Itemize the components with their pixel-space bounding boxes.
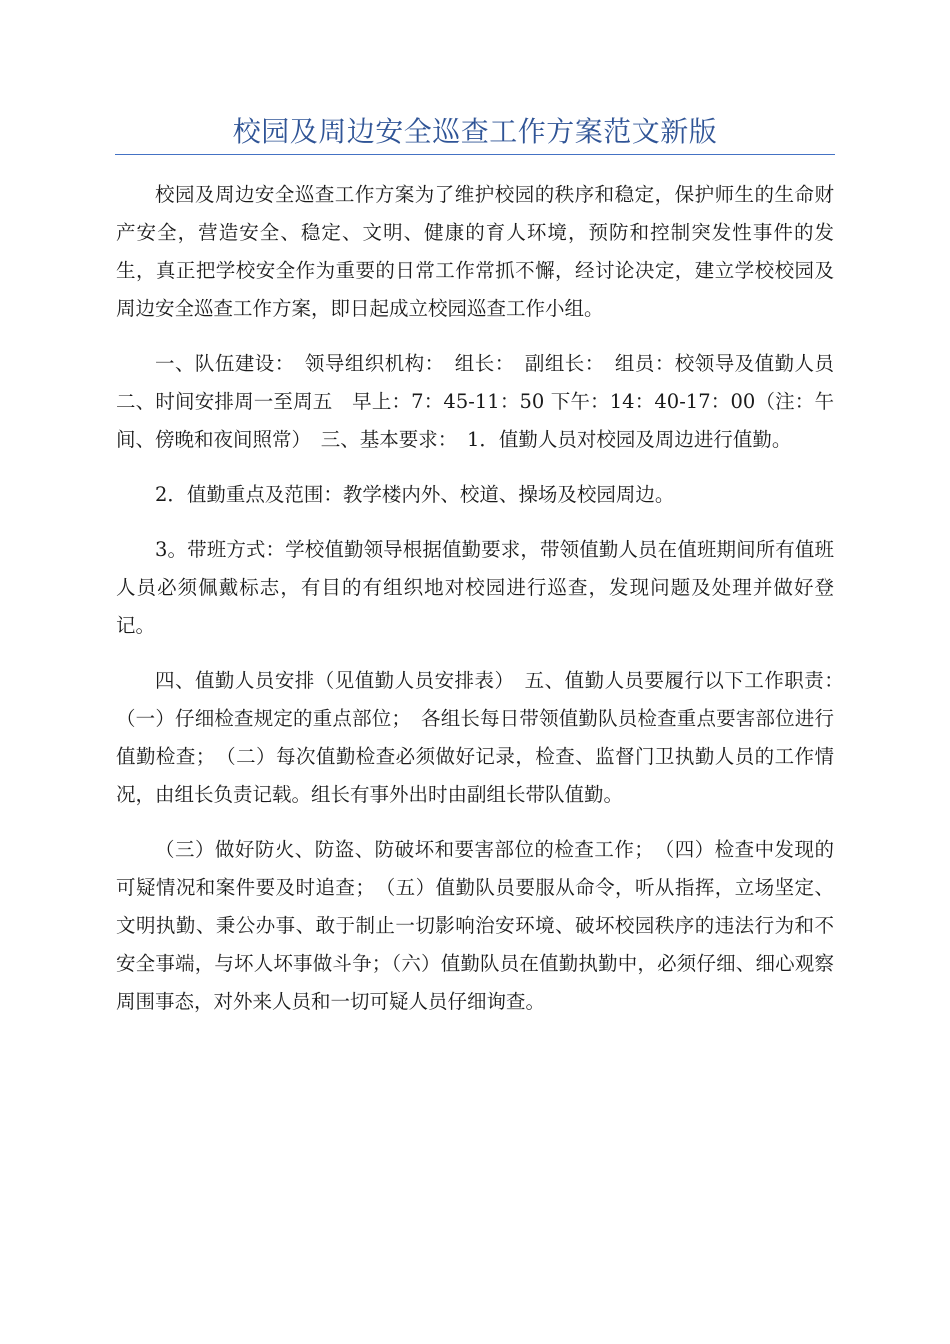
document-title: 校园及周边安全巡查工作方案范文新版 [232,115,718,148]
paragraph-duties-continued: （三）做好防火、防盗、防破坏和要害部位的检查工作； （四）检查中发现的可疑情况和案件要及时追查； （五）值勤队员要服从命令，听从指挥，立场坚定、文明执勤、秉公办事、敢于制止一切影响治安环境、破坏校园秩序的违法行为和不安全事端，与坏人坏事做斗争；（六）值勤队员在值勤执勤中，必须仔细、细心观察周围事态，对外来人员和一切可疑人员仔细询查。 [116,838,834,1013]
document-body [116,176,854,1038]
paragraph-intro: 校园及周边安全巡查工作方案为了维护校园的秩序和稳定，保护师生的生命财产安全，营造安全、稳定、文明、健康的育人环境，预防和控制突发性事件的发生，真正把学校安全作为重要的日常工作常抓不懈，经讨论决定，建立学校校园及周边安全巡查工作方案，即日起成立校园巡查工作小组。 [116,183,834,320]
paragraph-shift-method: 3。带班方式：学校值勤领导根据值勤要求，带领值勤人员在值班期间所有值班人员必须佩戴标志，有目的有组织地对校园进行巡查，发现问题及处理并做好登记。 [116,538,834,637]
paragraph-duties: 四、值勤人员安排（见值勤人员安排表） 五、值勤人员要履行以下工作职责： （一）仔细检查规定的重点部位； 各组长每日带领值勤队员检查重点要害部位进行值勤检查； （二）每次值勤检查必须做好记录，检查、监督门卫执勤人员的工作情况，由组长负责记载。组长有事外出时由副组长带队值勤。 [116,669,854,806]
paragraph-team-schedule: 一、队伍建设： 领导组织机构： 组长： 副组长： 组员：校领导及值勤人员二、时间安排周一至周五 早上：7：45-11：50 下午：14：40-17：00（注：午间、傍晚和夜间照常） 三、基本要求： 1．值勤人员对校园及周边进行值勤。 [116,352,834,451]
title-underline [115,154,835,155]
paragraph-scope: 2．值勤重点及范围：教学楼内外、校道、操场及校园周边。 [155,483,675,506]
